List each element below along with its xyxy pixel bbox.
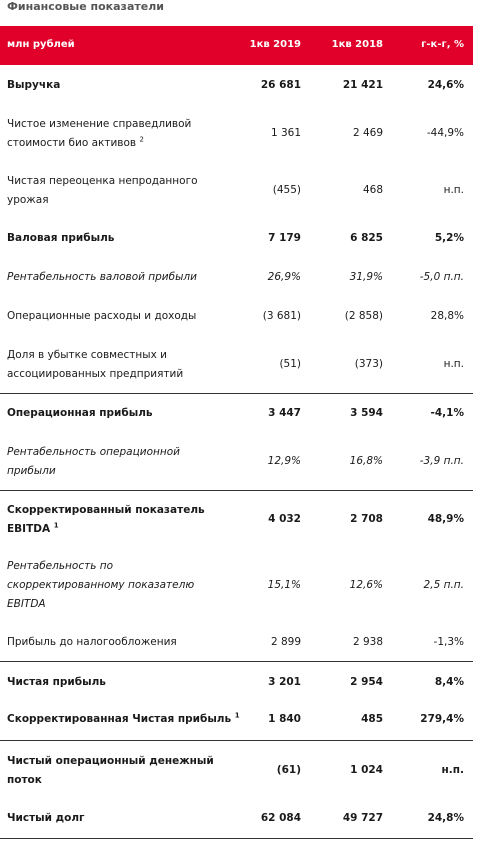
row-divider (0, 838, 473, 839)
row-label: Чистая прибыль (7, 676, 106, 688)
value-2018: 2 938 (352, 636, 383, 648)
row-label: Прибыль до налогообложения (7, 636, 177, 648)
footnote-mark: 2 (139, 135, 144, 144)
value-2018: 12,6% (349, 579, 383, 591)
value-2019: 1 840 (268, 713, 301, 725)
footnote-mark: 1 (53, 521, 59, 530)
row-label-line3: EBITDA (7, 598, 46, 610)
value-yoy: 48,9% (427, 513, 464, 525)
row-label: Выручка (7, 79, 61, 91)
value-2019: (455) (272, 184, 301, 196)
header-yoy: г-к-г, % (421, 39, 464, 50)
value-2019: 26 681 (260, 79, 301, 91)
value-2018: 6 825 (350, 232, 383, 244)
row-divider (0, 490, 473, 491)
value-yoy: -4,1% (430, 407, 464, 419)
row-divider (0, 661, 473, 662)
value-2018: 2 954 (350, 676, 383, 688)
row-label: Чистый долг (7, 812, 85, 824)
value-yoy: 24,8% (427, 812, 464, 824)
row-label: Скорректированный показатель (7, 504, 205, 516)
header-label: млн рублей (7, 39, 75, 50)
value-2019: (51) (279, 358, 301, 370)
value-2018: 3 594 (350, 407, 383, 419)
value-2018: 2 469 (352, 127, 383, 139)
value-2018: 21 421 (342, 79, 383, 91)
row-label: Рентабельность валовой прибыли (7, 271, 197, 283)
row-label: Скорректированная Чистая прибыль $^1$ (7, 711, 240, 725)
value-2019: 4 032 (268, 513, 301, 525)
row-label: Чистое изменение справедливой (7, 118, 192, 130)
row-label-line2: поток (7, 774, 42, 786)
row-label: Рентабельность по (7, 560, 114, 572)
row-divider (0, 740, 473, 741)
value-2018: 485 (361, 713, 383, 725)
value-yoy: -5,0 п.п. (419, 271, 464, 283)
value-yoy: 5,2% (434, 232, 464, 244)
value-yoy: 2,5 п.п. (423, 579, 464, 591)
row-label: Доля в убытке совместных и (7, 349, 167, 361)
value-2019: 26,9% (267, 271, 301, 283)
value-2018: 2 708 (350, 513, 383, 525)
value-yoy: -3,9 п.п. (419, 455, 464, 467)
value-2018: 468 (362, 184, 383, 196)
page-title: Финансовые показатели (7, 0, 164, 13)
value-2019: 1 361 (270, 127, 301, 139)
row-label-line2: прибыли (7, 465, 56, 477)
value-2018: (2 858) (344, 310, 383, 322)
row-label: Рентабельность операционной (7, 446, 180, 458)
table-header (0, 26, 473, 65)
value-yoy: н.п. (443, 184, 464, 196)
header-q1-2018: 1кв 2018 (331, 39, 383, 50)
row-label: Валовая прибыль (7, 232, 115, 244)
value-yoy: 24,6% (427, 79, 464, 91)
row-label-line2: скорректированному показателю (7, 579, 195, 591)
row-label: Чистый операционный денежный (7, 755, 214, 767)
value-2018: (373) (354, 358, 383, 370)
value-2019: 15,1% (267, 579, 301, 591)
value-yoy: -1,3% (433, 636, 464, 648)
value-yoy: н.п. (443, 358, 464, 370)
row-label-line2: урожая (7, 194, 49, 206)
value-yoy: 279,4% (420, 713, 464, 725)
value-yoy: 28,8% (430, 310, 464, 322)
row-label: Чистая переоценка непроданного (7, 175, 198, 187)
value-2019: 12,9% (267, 455, 301, 467)
row-label-line2: EBITDA $^1$ (7, 521, 59, 535)
row-label-line2: стоимости био активов $^2$ (7, 135, 144, 149)
row-label-line2: ассоциированных предприятий (7, 368, 184, 380)
value-yoy: 8,4% (434, 676, 464, 688)
row-divider (0, 393, 473, 394)
value-2019: (61) (276, 764, 301, 776)
value-2019: 2 899 (270, 636, 301, 648)
value-yoy: -44,9% (426, 127, 464, 139)
value-2018: 16,8% (349, 455, 383, 467)
footnote-mark: 1 (234, 711, 240, 720)
value-2019: 3 447 (268, 407, 301, 419)
value-2018: 49 727 (342, 812, 383, 824)
row-label: Операционная прибыль (7, 407, 153, 419)
value-2019: 62 084 (260, 812, 301, 824)
value-2019: (3 681) (262, 310, 301, 322)
value-2018: 1 024 (350, 764, 383, 776)
row-label: Операционные расходы и доходы (7, 310, 197, 322)
value-2019: 3 201 (268, 676, 301, 688)
value-2019: 7 179 (268, 232, 301, 244)
value-2018: 31,9% (349, 271, 383, 283)
value-yoy: н.п. (441, 764, 464, 776)
header-q1-2019: 1кв 2019 (249, 39, 301, 50)
